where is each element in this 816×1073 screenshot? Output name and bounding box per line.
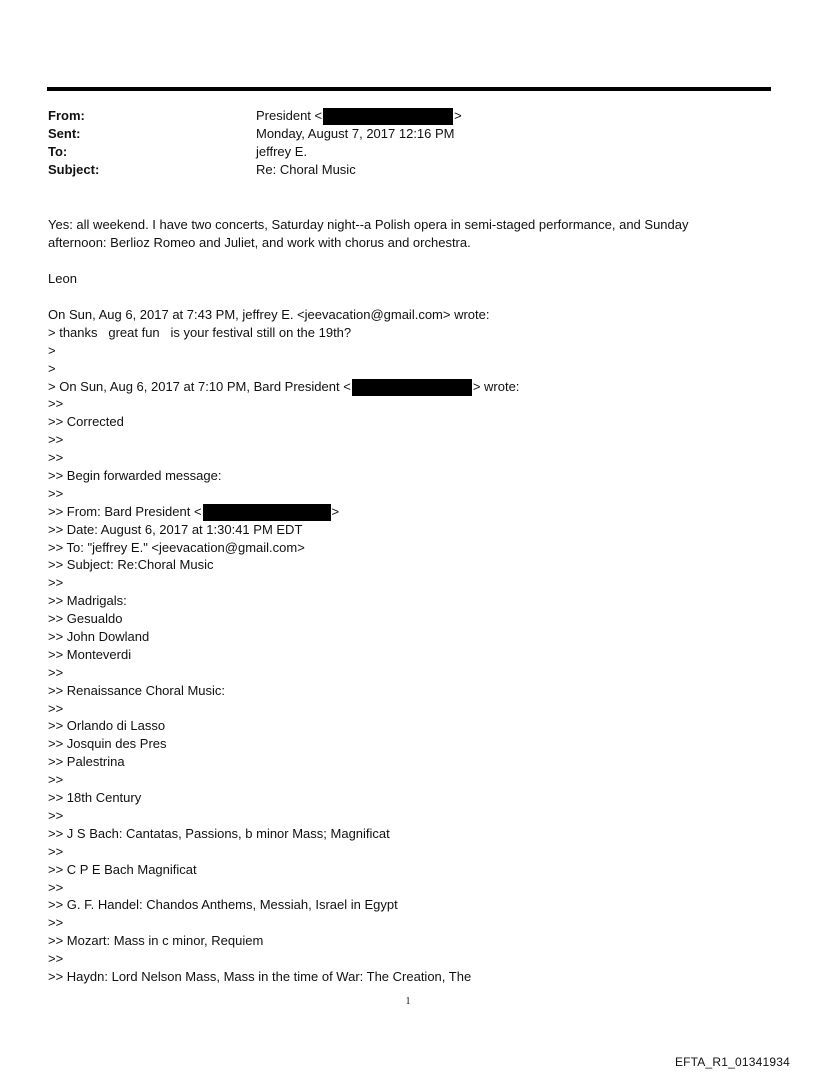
quoted-line: >> Subject: Re:Choral Music xyxy=(48,557,214,573)
quoted-line: >> xyxy=(48,664,64,680)
quoted-line xyxy=(48,503,768,521)
quoted-line: >> G. F. Handel: Chandos Anthems, Messiah, Israel in Egypt xyxy=(48,897,398,913)
quoted-line: >> Palestrina xyxy=(48,754,125,770)
from-label: From: xyxy=(48,108,85,123)
quoted-line: >> xyxy=(48,432,64,448)
to-row xyxy=(48,143,748,161)
quoted-line: >> xyxy=(48,772,64,788)
from-row xyxy=(48,107,748,125)
to-value: jeffrey E. xyxy=(256,144,308,159)
quoted-line: >> xyxy=(48,951,64,967)
quoted-line-text: >> From: Bard President < xyxy=(48,503,202,519)
quoted-line: >> xyxy=(48,807,64,823)
quoted-line: >> Date: August 6, 2017 at 1:30:41 PM EDT xyxy=(48,521,303,537)
signature: Leon xyxy=(48,271,77,286)
redaction-box xyxy=(203,504,331,521)
sent-value: Monday, August 7, 2017 12:16 PM xyxy=(256,126,455,141)
to-label: To: xyxy=(48,144,68,159)
quoted-line: On Sun, Aug 6, 2017 at 7:43 PM, jeffrey E. <jeevacation@gmail.com> wrote: xyxy=(48,307,490,322)
quoted-line: >> xyxy=(48,396,64,412)
quoted-line: >> J S Bach: Cantatas, Passions, b minor Mass; Magnificat xyxy=(48,825,390,841)
header-divider-rule xyxy=(47,87,771,91)
email-header xyxy=(48,107,748,179)
quoted-line: > xyxy=(48,342,56,358)
sent-row xyxy=(48,125,748,143)
quoted-line: >> Madrigals: xyxy=(48,593,127,609)
quoted-line: >> xyxy=(48,915,64,931)
quoted-line: >> xyxy=(48,450,64,466)
quoted-line: >> xyxy=(48,843,64,859)
quoted-line: >> Haydn: Lord Nelson Mass, Mass in the time of War: The Creation, The xyxy=(48,968,472,984)
quoted-line-text: > wrote: xyxy=(472,378,520,394)
subject-value: Re: Choral Music xyxy=(256,162,356,177)
quoted-line: >> Josquin des Pres xyxy=(48,736,167,752)
quoted-line: >> xyxy=(48,575,64,591)
quoted-line: >> xyxy=(48,485,64,501)
quoted-line-text: > On Sun, Aug 6, 2017 at 7:10 PM, Bard President < xyxy=(48,378,351,394)
redaction-box xyxy=(352,379,472,396)
from-name: President xyxy=(256,108,311,123)
subject-label: Subject: xyxy=(48,162,100,177)
quoted-line: >> Begin forwarded message: xyxy=(48,468,222,484)
quoted-line: >> xyxy=(48,879,64,895)
bates-number: EFTA_R1_01341934 xyxy=(674,1055,790,1069)
quoted-line: >> John Dowland xyxy=(48,629,150,645)
quoted-line: >> xyxy=(48,700,64,716)
redaction-box xyxy=(323,108,453,125)
subject-row xyxy=(48,161,748,179)
quoted-line: >> Monteverdi xyxy=(48,646,132,662)
page-number: 1 xyxy=(405,996,411,1007)
email-body xyxy=(48,216,748,288)
quoted-line: >> Corrected xyxy=(48,414,124,430)
quoted-line-text: > xyxy=(331,503,340,519)
quoted-line: > thanks great fun is your festival still on the 19th? xyxy=(48,324,352,340)
body-paragraph: Yes: all weekend. I have two concerts, Saturday night--a Polish opera in semi-staged performance, and Sunday afternoon: Berlioz Romeo and Juliet, and work with chorus and orchestra. xyxy=(48,217,693,250)
quoted-line: >> C P E Bach Magnificat xyxy=(48,861,197,877)
quoted-line xyxy=(48,378,768,396)
from-value xyxy=(256,107,462,125)
quoted-line: >> Orlando di Lasso xyxy=(48,718,166,734)
sent-label: Sent: xyxy=(48,126,81,141)
quoted-thread xyxy=(48,306,768,986)
quoted-line: >> Mozart: Mass in c minor, Requiem xyxy=(48,933,264,949)
quoted-line: >> Gesualdo xyxy=(48,611,123,627)
quoted-line: >> 18th Century xyxy=(48,790,142,806)
quoted-line: > xyxy=(48,360,56,376)
quoted-line: >> Renaissance Choral Music: xyxy=(48,682,226,698)
from-close-bracket: > xyxy=(454,108,462,123)
quoted-line: >> To: "jeffrey E." <jeevacation@gmail.com> xyxy=(48,539,305,555)
from-open-bracket: < xyxy=(314,108,323,123)
